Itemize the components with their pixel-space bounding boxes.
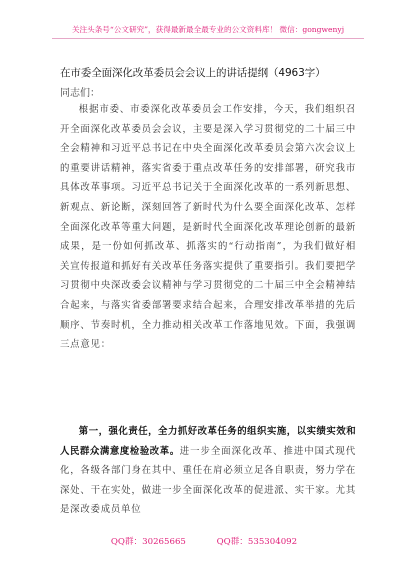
body-paragraph-1: 根据市委、市委深化改革委员会工作安排，今天，我们组织召开全面深化改革委员会会议，主要是深入学习贯彻党的二十届三中全会精神和习近平总书记在中央全面深化改革委员会第六次会议上的重要讲话精神，落实省委于重点改革任务的安排部署，研究我市具体改革事项。习近平总书记关于全面深化改革的一系列新思想、新观点、新论断，深刻回答了新时代为什么要全面深化改革、怎样全面深化改革等重大问题，是新时代全面深化改革理论创新的最新成果，是一份如何抓改革、抓落实的“行动指南”，为我们做好相关宣传报道和抓好有关改革任务落实提供了重要指引。我们要把学习贯彻中央深改委会议精神与学习贯彻党的二十届三中全会精神结合起来，与落实省委部署要求结合起来，合理安排改革举措的先后顺序、节奏时机，全力推动相关改革工作落地见效。下面，我强调三点意见：	[60, 104, 356, 351]
document-title: 在市委全面深化改革委员会会议上的讲话提纲（4963字）	[60, 67, 326, 79]
page-footer	[0, 535, 408, 547]
page-header-banner: 关注头条号“公文研究”，获得最新最全最专业的公文资料库！ 微信：gongwenyj	[52, 24, 364, 39]
body-paragraph-2	[60, 422, 356, 540]
salutation: 同志们：	[60, 88, 100, 99]
paragraph-2-heading: 第一，强化责任，全力抓好改革任务的组织实施，以实绩实效和人民群众满意度检验改革。	[60, 426, 356, 457]
footer-qq-group-1: QQ群：30265665	[110, 537, 186, 547]
paragraph-2-text: 进一步全面深化改革、推进中国式现代化，各级各部门身在其中、重任在肩必须立足各自职责，努力学在深处、干在实处，做进一步全面深化改革的促进派、实干家。尤其是深改委成员单位	[60, 445, 356, 516]
footer-qq-group-2: QQ群：535304092	[216, 537, 298, 547]
